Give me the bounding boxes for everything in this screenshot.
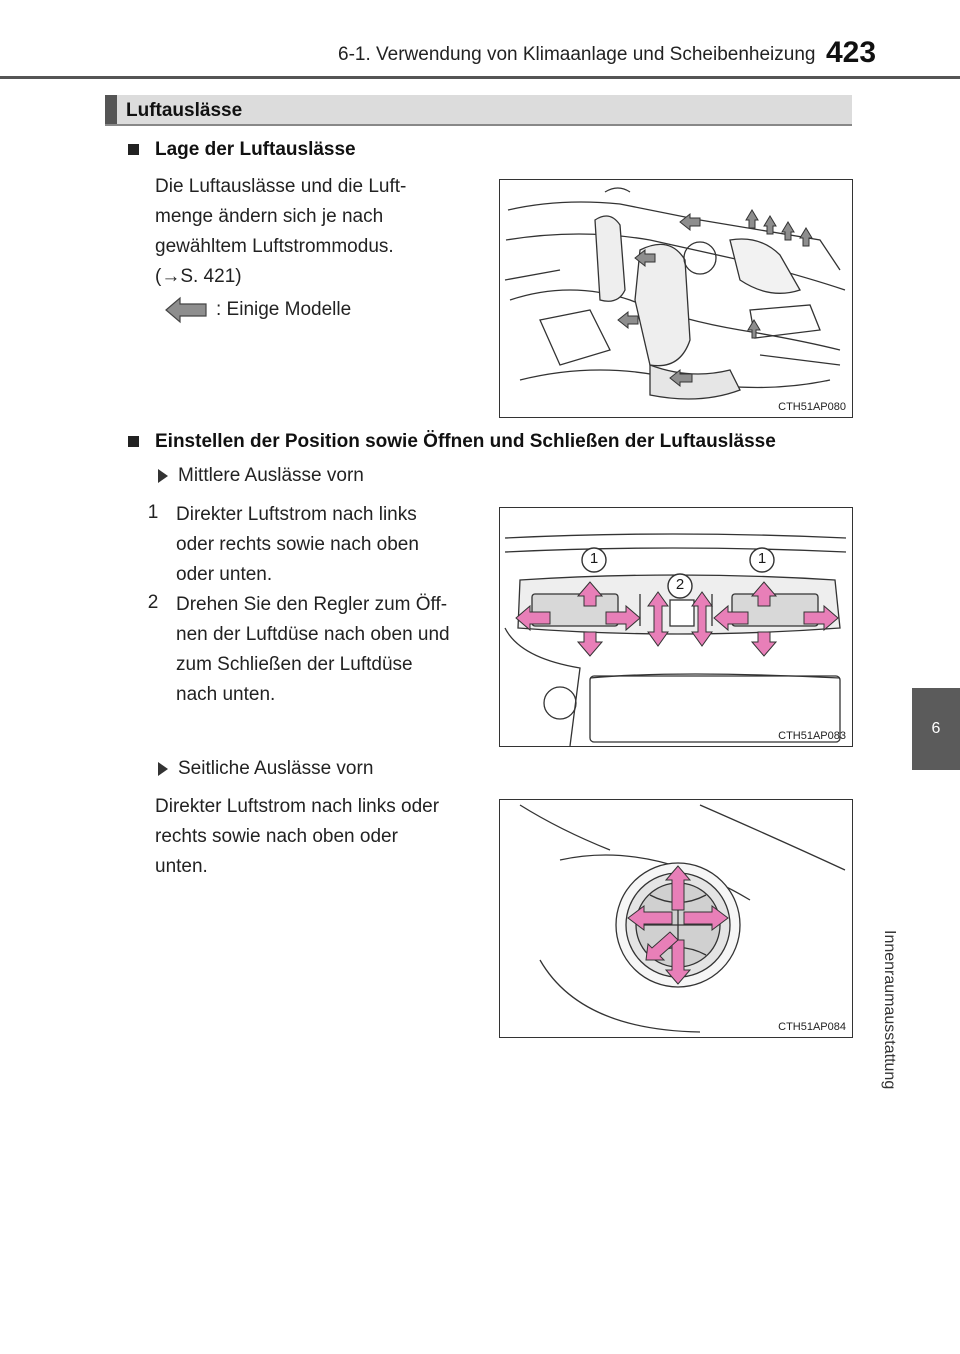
item-2-text xyxy=(176,590,478,710)
square-bullet xyxy=(128,144,139,155)
text-line: menge ändern sich je nach xyxy=(155,206,384,227)
car-interior-illustration xyxy=(500,180,852,417)
text-line: Direkter Luftstrom nach links oder xyxy=(155,796,440,817)
running-header-title: 6-1. Verwendung von Klimaanlage und Scheibenheizung xyxy=(338,44,816,65)
page-reference: (→S. 421) xyxy=(155,266,242,287)
figure-car-interior xyxy=(499,179,853,418)
text-line: Drehen Sie den Regler zum Öff- xyxy=(176,594,448,615)
item-1-text xyxy=(176,500,478,590)
text-line: unten. xyxy=(155,856,208,877)
text-line: Direkter Luftstrom nach links xyxy=(176,504,417,525)
side-vent-illustration xyxy=(500,800,852,1037)
header-rule xyxy=(0,76,960,79)
text-line: oder rechts sowie nach oben xyxy=(176,534,419,555)
section-bar-accent xyxy=(105,95,117,126)
bullet-center-vents: Mittlere Auslässe vorn xyxy=(178,465,364,486)
triangle-bullet-icon xyxy=(158,469,168,483)
paragraph-location xyxy=(155,172,480,292)
side-vents-text xyxy=(155,792,480,882)
subheading-location: Lage der Luftauslässe xyxy=(155,139,356,160)
item-number-2: 2 xyxy=(147,592,159,613)
page-number: 423 xyxy=(826,36,877,69)
figure-code: CTH51AP080 xyxy=(778,401,846,413)
legend-text: : Einige Modelle xyxy=(216,299,352,320)
text-line: nach unten. xyxy=(176,684,276,705)
text-line: oder unten. xyxy=(176,564,273,585)
figure-code: CTH51AP083 xyxy=(778,730,846,742)
callout-1-left: 1 xyxy=(589,550,599,567)
text-line: zum Schließen der Luftdüse xyxy=(176,654,413,675)
figure-center-vents xyxy=(499,507,853,747)
text-line: nen der Luftdüse nach oben und xyxy=(176,624,450,645)
chapter-label: Innenraumausstattung xyxy=(881,930,898,1090)
subheading-adjust: Einstellen der Position sowie Öffnen und Schließen der Luftauslässe xyxy=(155,431,776,452)
callout-1-right: 1 xyxy=(757,550,767,567)
item-number-1: 1 xyxy=(147,502,159,523)
section-title: Luftauslässe xyxy=(126,100,243,121)
text-line: rechts sowie nach oben oder xyxy=(155,826,398,847)
section-bar-line xyxy=(105,124,852,126)
square-bullet xyxy=(128,436,139,447)
callout-2: 2 xyxy=(675,576,685,593)
bullet-side-vents: Seitliche Auslässe vorn xyxy=(178,758,374,779)
figure-code: CTH51AP084 xyxy=(778,1021,846,1033)
chapter-number: 6 xyxy=(931,720,941,737)
arrow-legend-icon xyxy=(164,296,208,324)
figure-side-vent xyxy=(499,799,853,1038)
text-line: gewähltem Luftstrommodus. xyxy=(155,236,394,257)
text-line: Die Luftauslässe und die Luft- xyxy=(155,176,407,197)
chapter-tab xyxy=(912,688,960,770)
center-vents-illustration xyxy=(500,508,852,746)
triangle-bullet-icon xyxy=(158,762,168,776)
